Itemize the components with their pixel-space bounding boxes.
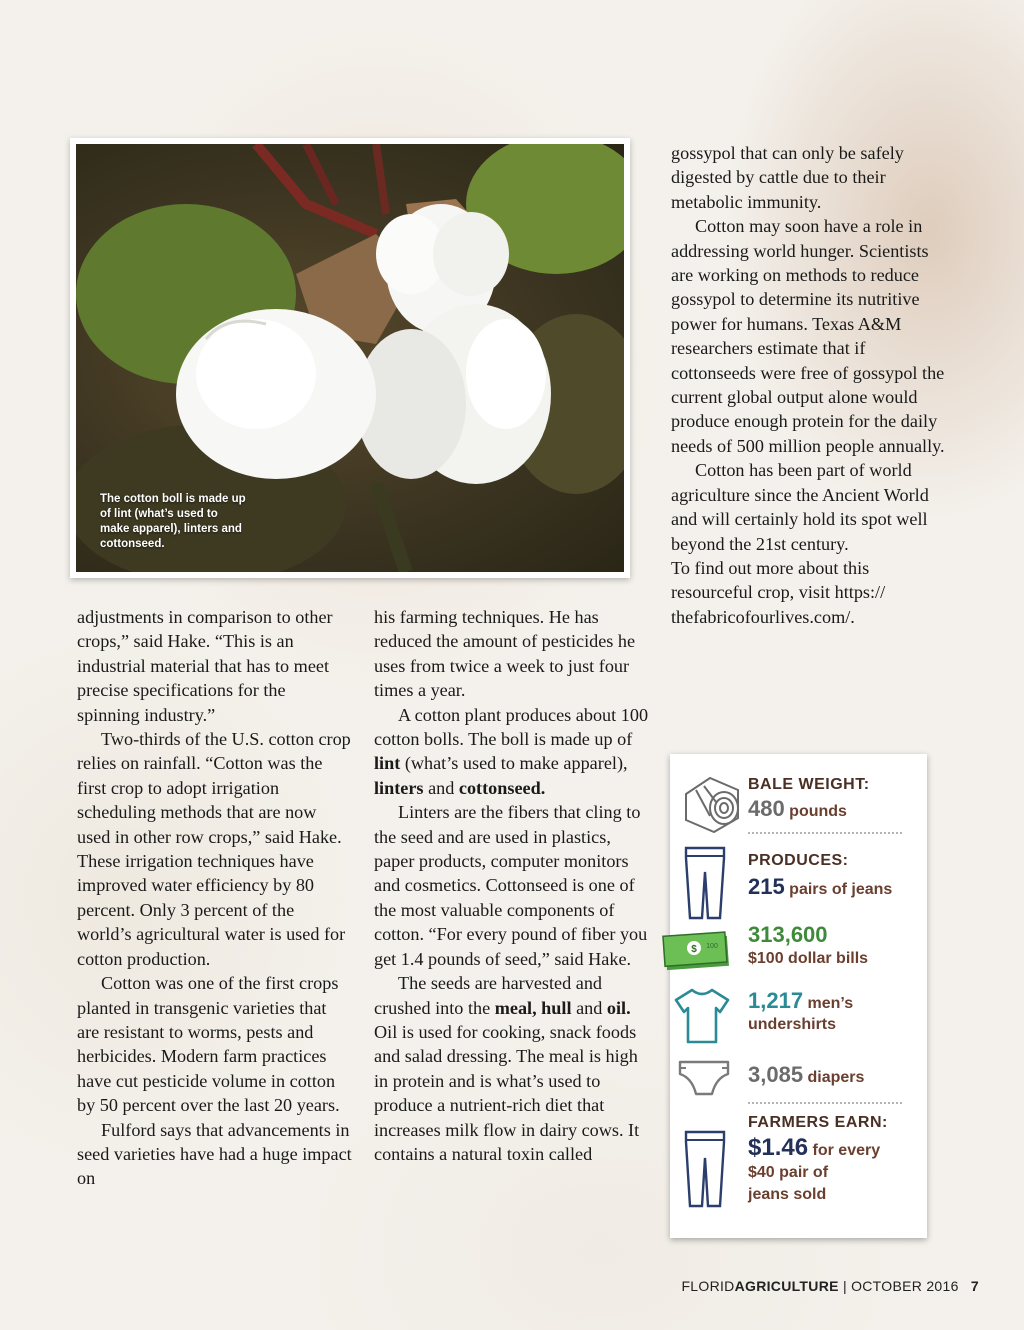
diaper-icon	[676, 1056, 732, 1100]
svg-text:$: $	[691, 944, 697, 955]
text-run: and	[423, 777, 459, 798]
text-run: A cotton plant produces about 100 cotton bolls. The boll is made up of	[374, 704, 649, 750]
diapers-value: 3,085	[748, 1062, 804, 1087]
paragraph: Cotton may soon have a role in addressing world hunger. Scientists are working on methods to reduce gossypol to determine its nutritive power for humans. Texas A&M researchers estimate that if cottonseeds were free of gossypol the current global output alone would produce enough protein for the daily needs of 500 million people annually.	[671, 216, 945, 456]
undershirts-unit-2: undershirts	[748, 1016, 837, 1033]
text-run: and	[571, 997, 607, 1018]
bale-weight-value: 480	[748, 796, 785, 821]
text-run: The seeds are harvested and crushed into the	[374, 973, 603, 1018]
article-column-2	[374, 605, 649, 1166]
text-run: (what’s used to make apparel),	[400, 753, 628, 774]
photo-caption: The cotton boll is made up of lint (what’s used to make apparel), linters and cottonseed.	[100, 493, 246, 550]
produces-heading: PRODUCES:	[748, 852, 849, 869]
bold-term-meal-hull: meal, hull	[494, 997, 572, 1018]
jeans-icon	[680, 1128, 730, 1208]
bill-number-label: 100	[706, 943, 718, 950]
cotton-boll-photo	[76, 144, 624, 572]
undershirts-row	[670, 984, 927, 1054]
footer-brand-part-2: AGRICULTURE	[734, 1278, 839, 1294]
text-run: Oil is used for cooking, snack foods and salad dressing. The meal is high in protein and is what’s used to produce a nutrient-rich diet that increases milk flow in dairy cows. It contains a natural toxin called	[374, 1021, 640, 1164]
jeans-icon	[680, 844, 730, 920]
bills-row	[670, 920, 927, 980]
cotton-bale-icon	[676, 772, 744, 836]
bills-text	[748, 922, 868, 968]
footer-issue-date: | OCTOBER 2016	[842, 1278, 959, 1294]
undershirts-value: 1,217	[748, 988, 804, 1013]
farmers-earn-text	[748, 1114, 888, 1204]
article-column-1	[77, 605, 352, 1191]
dollar-bills-icon	[662, 928, 732, 974]
bale-weight-line	[748, 796, 870, 822]
diapers-text	[748, 1062, 864, 1088]
bale-weight-heading: BALE WEIGHT:	[748, 776, 870, 793]
bale-weight-text	[748, 776, 870, 822]
farmers-earn-row	[670, 1112, 927, 1232]
paragraph: To find out more about this resourceful crop, visit https:// thefabricofourlives.com/.	[671, 557, 886, 627]
paragraph: Cotton has been part of world agriculture since the Ancient World and will certainly hold its spot well beyond the 21st century.	[671, 460, 929, 554]
diapers-row	[670, 1054, 927, 1104]
earn-unit: for every	[812, 1142, 881, 1159]
bale-weight-unit: pounds	[789, 803, 847, 820]
paragraph: adjustments in comparison to other crops,” said Hake. “This is an industrial material that has to meet precise specifications for the spinning industry.”	[77, 607, 333, 725]
farmers-earn-heading: FARMERS EARN:	[748, 1114, 888, 1131]
jeans-line	[748, 874, 892, 900]
bills-unit: $100 dollar bills	[748, 950, 869, 967]
bold-term-cottonseed: cottonseed.	[458, 777, 546, 798]
bills-value: 313,600	[748, 922, 828, 947]
cotton-photo-frame	[70, 138, 630, 578]
undershirts-line	[748, 988, 853, 1014]
paragraph: Fulford says that advancements in seed varieties have had a huge impact on	[77, 1119, 352, 1189]
produces-jeans-row	[670, 842, 927, 922]
footer-brand-part-1: FLORID	[681, 1278, 735, 1294]
cotton-bale-infobox	[670, 754, 927, 1238]
undershirts-text	[748, 988, 853, 1034]
earn-value: $1.46	[748, 1134, 809, 1161]
paragraph: Linters are the fibers that cling to the seed and are used in plastics, paper products, computer monitors and cosmetics. Cottonseed is one of the most valuable components of cotton. “For every pound of fiber you get 1.4 pounds of seed,” said Hake.	[374, 802, 648, 969]
earn-line	[748, 1134, 888, 1162]
undershirt-icon	[674, 986, 730, 1046]
article-column-3	[671, 141, 946, 629]
divider	[748, 832, 902, 834]
bold-term-lint: lint	[374, 753, 401, 774]
produces-jeans-text	[748, 852, 892, 900]
paragraph: Cotton was one of the first crops planted in transgenic varieties that are resistant to worms, pests and herbicides. Modern farm practices have cut pesticide volume in cotton by 50 percent over the last 20 years.	[77, 973, 340, 1116]
earn-unit-3: jeans sold	[748, 1186, 827, 1203]
diapers-unit: diapers	[807, 1069, 865, 1086]
jeans-value: 215	[748, 874, 785, 899]
bold-term-oil: oil.	[606, 997, 631, 1018]
divider	[748, 1102, 902, 1104]
paragraph	[374, 703, 649, 801]
paragraph: gossypol that can only be safely digested by cattle due to their metabolic immunity.	[671, 143, 904, 212]
bale-weight-row	[670, 770, 927, 840]
earn-unit-2: $40 pair of	[748, 1164, 829, 1181]
undershirts-unit: men’s	[807, 995, 854, 1012]
paragraph: his farming techniques. He has reduced the amount of pesticides he uses from twice a week to just four times a year.	[374, 607, 636, 701]
bold-term-linters: linters	[374, 777, 424, 798]
page-number: 7	[970, 1278, 979, 1294]
paragraph: Two-thirds of the U.S. cotton crop relies on rainfall. “Cotton was the first crop to adopt irrigation scheduling methods that are now used in other row crops,” said Hake. These irrigation techniques have improved water efficiency by 80 percent. Only 3 percent of the world’s agricultural water is used for cotton production.	[77, 729, 351, 969]
jeans-unit: pairs of jeans	[789, 881, 893, 898]
paragraph	[374, 971, 649, 1166]
page-footer	[681, 1278, 979, 1294]
